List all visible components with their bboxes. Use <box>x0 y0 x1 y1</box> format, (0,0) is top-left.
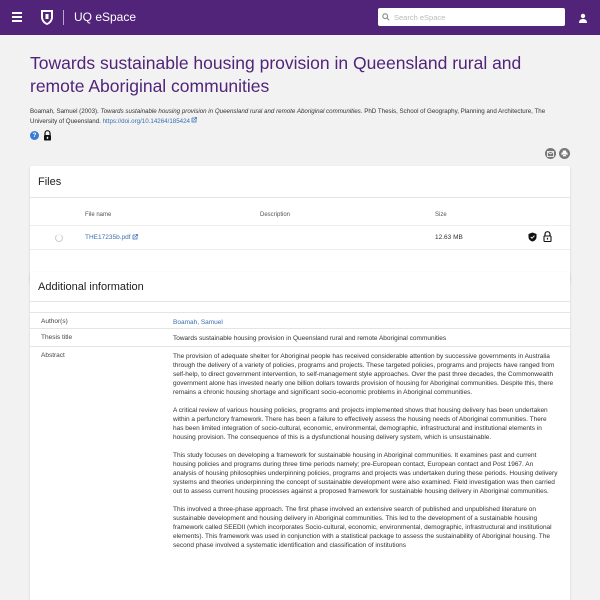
abstract-paragraph: A critical review of various housing policies, programs and projects implemented shows that housing delivery has been undertaken within a perfunctory framework. There has been a failure to effectively assess the housing needs of Aboriginal communities. There has been limited integration of socio-cultural, economic, environmental, demographic, infrastructural and institutional elements in housing provision. The consequence of this is a dysfunctional housing delivery system, which is unsustainable. <box>173 406 548 442</box>
file-row <box>30 225 570 250</box>
external-link-icon <box>132 234 138 240</box>
menu-icon[interactable] <box>12 12 22 22</box>
abstract-paragraph: This study focuses on developing a framework for sustainable housing in Aboriginal communities. It examines past and current housing policies and programs during three time periods namely; pre-European contact, European contact and Post 1967. An analysis of housing philosophies underpinning policies, programs and projects was undertaken during these periods. Housing delivery systems and theories underpinning the concept of sustainable development were also examined. Field investigation was then carried out to assess current housing processes against a proposed framework for sustainable housing delivery in Aboriginal communities. <box>173 451 558 496</box>
search-icon <box>382 13 390 21</box>
citation-author-year: Boamah, Samuel (2003). <box>30 108 99 115</box>
file-size: 12.63 MB <box>435 234 463 241</box>
abstract-text <box>173 352 558 559</box>
info-row-author <box>30 312 570 328</box>
search-input[interactable] <box>394 13 554 22</box>
abstract-paragraph: This involved a three-phase approach. The first phase involved an extensive search of published and unpublished literature on sustainable development and housing delivery in Aboriginal communities. This led to the development of a sustainable housing framework called SEEDII (which incorporates Socio-cultural, economic, environmental, demographic, infrastructural and institutional elements). This framework was used in conjunction with a statistical package to assess the sustainability of Aboriginal housing. The second phase involved a systematic identification and classification of institutions <box>173 505 552 550</box>
help-icon[interactable]: ? <box>30 131 39 140</box>
app-bar <box>0 0 600 35</box>
author-value <box>173 318 558 327</box>
files-heading: Files <box>38 176 62 188</box>
app-title[interactable]: UQ eSpace <box>74 10 137 24</box>
thesis-title-value: Towards sustainable housing provision in Queensland rural and remote Aboriginal communities <box>173 335 447 342</box>
external-link-icon <box>191 117 197 123</box>
uq-crest-logo[interactable] <box>40 9 54 26</box>
file-download-link[interactable] <box>85 234 138 241</box>
col-size: Size <box>435 212 447 218</box>
record-content <box>30 35 570 550</box>
lock-icon <box>43 130 52 141</box>
additional-info-heading: Additional information <box>38 281 144 293</box>
additional-info-card <box>30 272 570 600</box>
citation <box>30 107 550 126</box>
title-divider <box>63 10 64 25</box>
record-badges <box>30 130 570 141</box>
abstract-paragraph: The provision of adequate shelter for Aboriginal people has received considerable attention by successive governments in Australia through the delivery of a variety of policies, programs and projects. These targeted policies, programs and projects have ranged from self-help, to direct government intervention, to self-management style approaches. Over the past three decades, the Commonwealth government alone has invested nearly one billion dollars towards provision of housing for Aboriginal communities. Despite this, there remains a chronic housing shortage and significant socio-economic problems in Aboriginal communities. <box>173 353 555 397</box>
account-icon[interactable] <box>577 12 589 24</box>
author-link[interactable]: Boamah, Samuel <box>173 319 223 326</box>
lock-icon[interactable] <box>543 231 552 242</box>
page-title: Towards sustainable housing provision in Queensland rural and remote Aboriginal communities <box>30 53 522 96</box>
citation-title: Towards sustainable housing provision in Queensland rural and remote Aboriginal communities. <box>100 108 363 115</box>
file-name: THE17235b.pdf <box>85 234 131 241</box>
author-label: Author(s) <box>41 318 68 325</box>
info-row-thesis-title <box>30 328 570 346</box>
print-icon[interactable] <box>559 148 570 159</box>
citation-details: PhD Thesis, School of Geography, Planning and Architecture, The University of Queensland. <box>30 108 546 125</box>
card-divider <box>30 301 570 302</box>
card-divider <box>30 197 570 198</box>
thumbnail-loading-icon <box>55 234 63 242</box>
email-icon[interactable] <box>545 148 556 159</box>
thesis-title-label: Thesis title <box>41 334 73 341</box>
abstract-label: Abstract <box>41 352 65 359</box>
col-description: Description <box>260 212 291 218</box>
col-file-name: File name <box>85 212 112 218</box>
doi-link[interactable]: https://doi.org/10.14264/185424 <box>102 117 190 125</box>
shield-check-icon <box>528 232 537 242</box>
info-row-abstract <box>30 346 570 600</box>
record-actions <box>545 148 570 159</box>
files-card <box>30 166 570 283</box>
search-box[interactable] <box>378 8 565 26</box>
